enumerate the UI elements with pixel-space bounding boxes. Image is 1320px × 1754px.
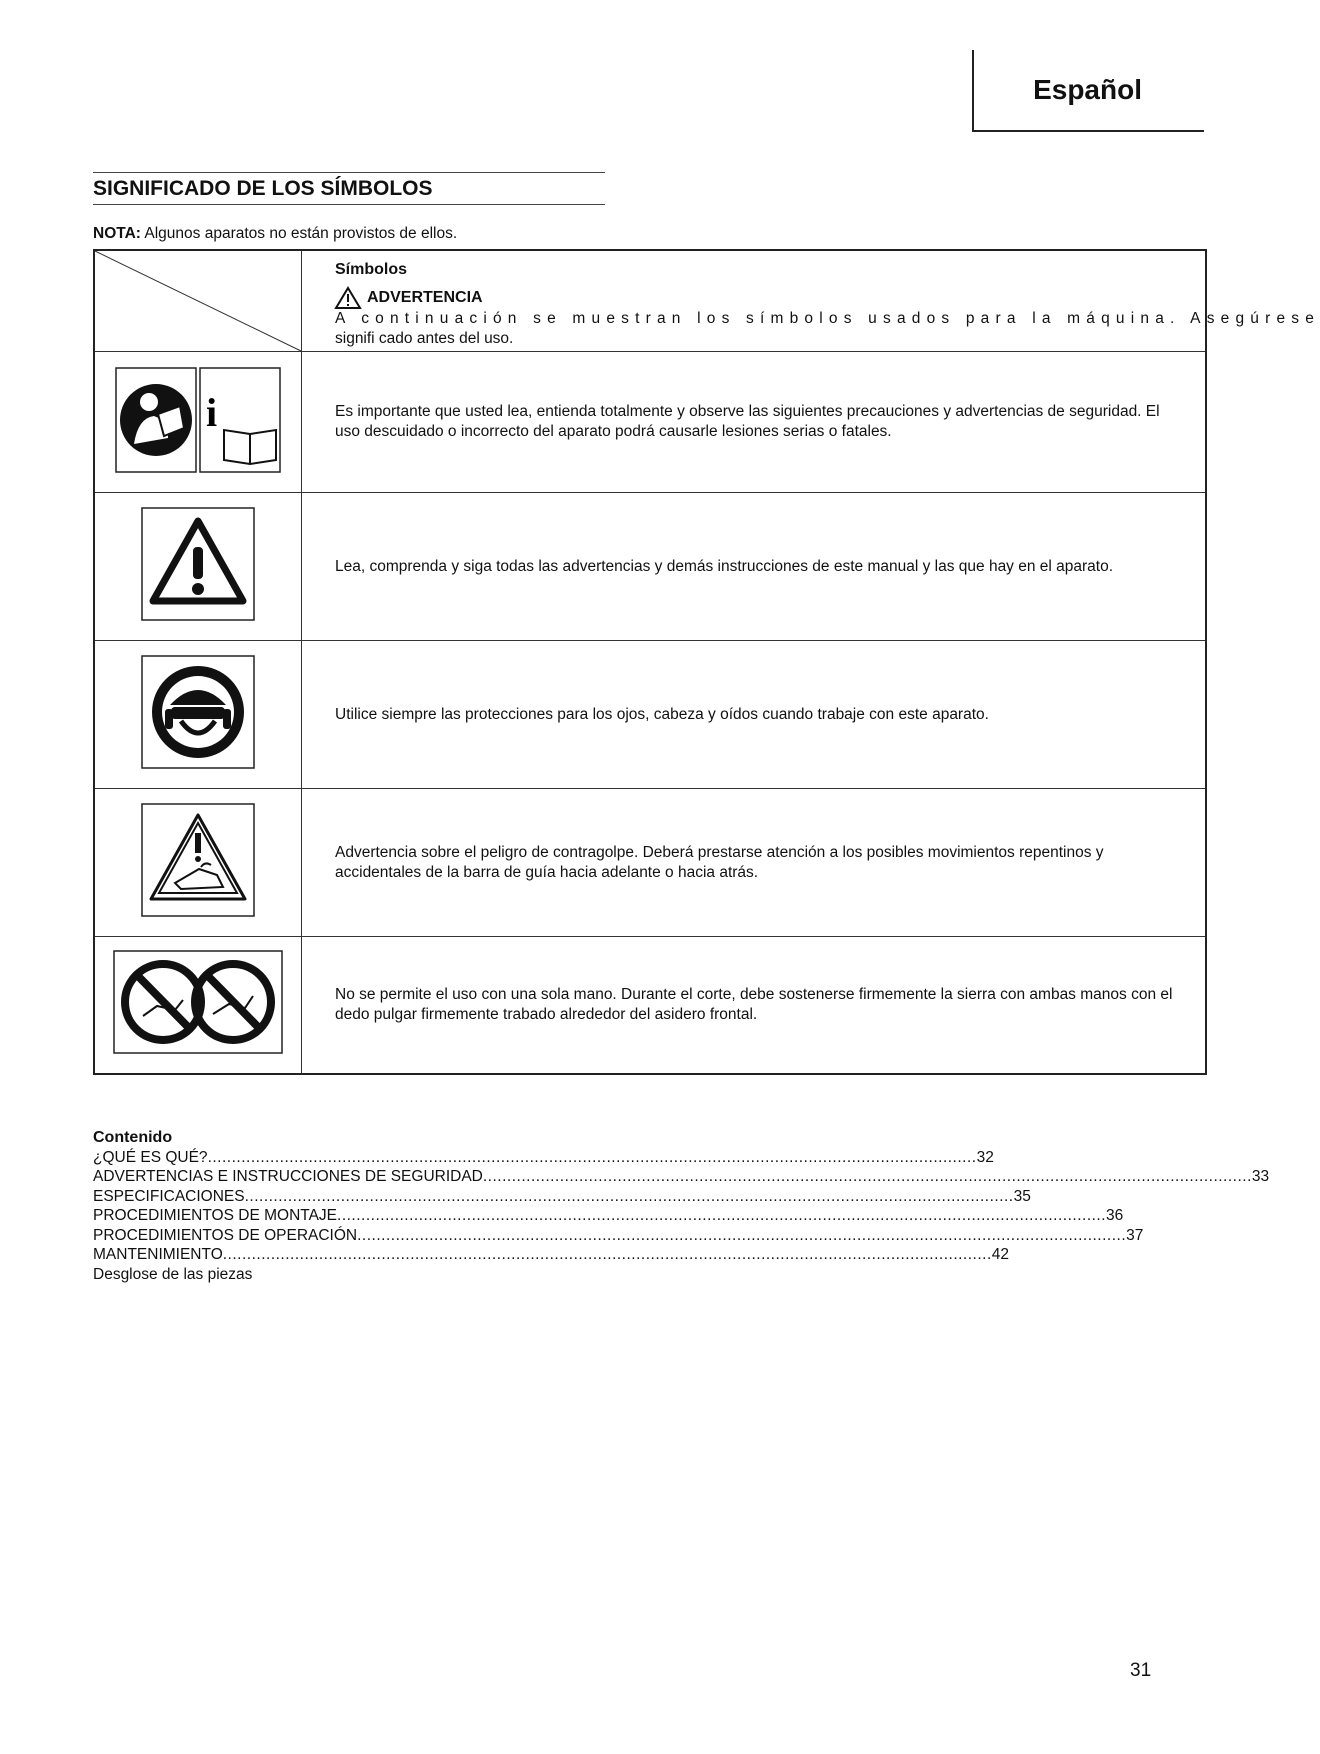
note bbox=[93, 225, 457, 243]
row-text: Es importante que usted lea, entienda totalmente y observe las siguientes precauciones y advertencias de seguridad. El uso descuidado o incorrecto del aparato podrá causarle lesiones serias o fatales. bbox=[302, 352, 1207, 493]
toc-item[interactable] bbox=[93, 1206, 1124, 1226]
toc-item[interactable] bbox=[93, 1245, 1010, 1265]
toc-item[interactable] bbox=[93, 1167, 1270, 1187]
warning-label: ADVERTENCIA bbox=[367, 288, 483, 306]
header-cell bbox=[302, 250, 1320, 352]
table-header-row bbox=[94, 250, 1206, 352]
toc-item-label: PROCEDIMIENTOS DE OPERACIÓN bbox=[93, 1226, 358, 1244]
icon-cell bbox=[94, 937, 302, 1074]
svg-text:i: i bbox=[206, 389, 218, 435]
note-label: NOTA: bbox=[93, 225, 141, 242]
icon-cell bbox=[94, 641, 302, 789]
warning-triangle-icon bbox=[141, 507, 255, 621]
toc-item-page: 36 bbox=[1106, 1207, 1124, 1224]
protective-gear-icon bbox=[141, 655, 255, 769]
icon-cell bbox=[94, 352, 302, 493]
language-header bbox=[972, 50, 1204, 132]
toc-item-label: ESPECIFICACIONES bbox=[93, 1187, 245, 1205]
table-row bbox=[94, 352, 1206, 493]
row-text: Lea, comprenda y siga todas las advertencias y demás instrucciones de este manual y las que hay en el aparato. bbox=[302, 493, 1207, 641]
header-line-2: signifi cado antes del uso. bbox=[335, 329, 514, 347]
table-of-contents bbox=[93, 1128, 1270, 1284]
row-text: Advertencia sobre el peligro de contragolpe. Deberá prestarse atención a los posibles movimientos repentinos y accidentales de la barra de guía hacia adelante o hacia atrás. bbox=[302, 789, 1207, 937]
header-line-1: A continuación se muestran los símbolos usados para la máquina. Asegúrese bbox=[335, 309, 1320, 327]
toc-item-label: Desglose de las piezas bbox=[93, 1265, 253, 1283]
toc-item-label: ADVERTENCIAS E INSTRUCCIONES DE SEGURIDAD bbox=[93, 1168, 483, 1185]
read-manual-icon bbox=[114, 366, 282, 474]
warning-small-icon bbox=[335, 287, 361, 309]
symbols-table bbox=[93, 249, 1320, 1075]
note-text: Algunos aparatos no están provistos de ellos. bbox=[144, 225, 458, 242]
icon-cell bbox=[94, 493, 302, 641]
symbols-heading: Símbolos bbox=[335, 260, 408, 278]
toc-item-page: 33 bbox=[1251, 1168, 1270, 1185]
table-row bbox=[94, 641, 1206, 789]
section-title: SIGNIFICADO DE LOS SÍMBOLOS bbox=[93, 172, 605, 205]
table-row bbox=[94, 493, 1206, 641]
toc-item[interactable] bbox=[93, 1187, 1031, 1207]
diagonal-line bbox=[95, 251, 301, 351]
table-row bbox=[94, 937, 1206, 1074]
toc-item[interactable] bbox=[93, 1265, 603, 1285]
toc-item-label: ¿QUÉ ES QUÉ? bbox=[93, 1148, 208, 1166]
toc-item-page: 35 bbox=[1013, 1187, 1031, 1205]
page-number: 31 bbox=[1130, 1660, 1152, 1681]
diagonal-cell bbox=[94, 250, 302, 352]
row-text: Utilice siempre las protecciones para los ojos, cabeza y oídos cuando trabaje con este aparato. bbox=[302, 641, 1207, 789]
kickback-warning-icon bbox=[141, 803, 255, 917]
no-one-hand-icon bbox=[113, 950, 283, 1054]
warning-heading bbox=[335, 287, 1205, 309]
language-label: Español bbox=[1033, 74, 1142, 105]
icon-cell bbox=[94, 789, 302, 937]
toc-title: Contenido bbox=[93, 1129, 173, 1146]
toc-item-label: MANTENIMIENTO bbox=[93, 1246, 223, 1263]
toc-item[interactable] bbox=[93, 1148, 994, 1168]
toc-item-page: 37 bbox=[1126, 1226, 1144, 1244]
row-text: No se permite el uso con una sola mano. Durante el corte, debe sostenerse firmemente la sierra con ambas manos con el dedo pulgar firmemente trabado alrededor del asidero frontal. bbox=[302, 937, 1207, 1074]
toc-item-page: 42 bbox=[991, 1246, 1010, 1263]
toc-item[interactable] bbox=[93, 1226, 1144, 1246]
toc-item-page: 32 bbox=[976, 1148, 994, 1166]
table-row bbox=[94, 789, 1206, 937]
toc-item-label: PROCEDIMIENTOS DE MONTAJE bbox=[93, 1207, 338, 1224]
